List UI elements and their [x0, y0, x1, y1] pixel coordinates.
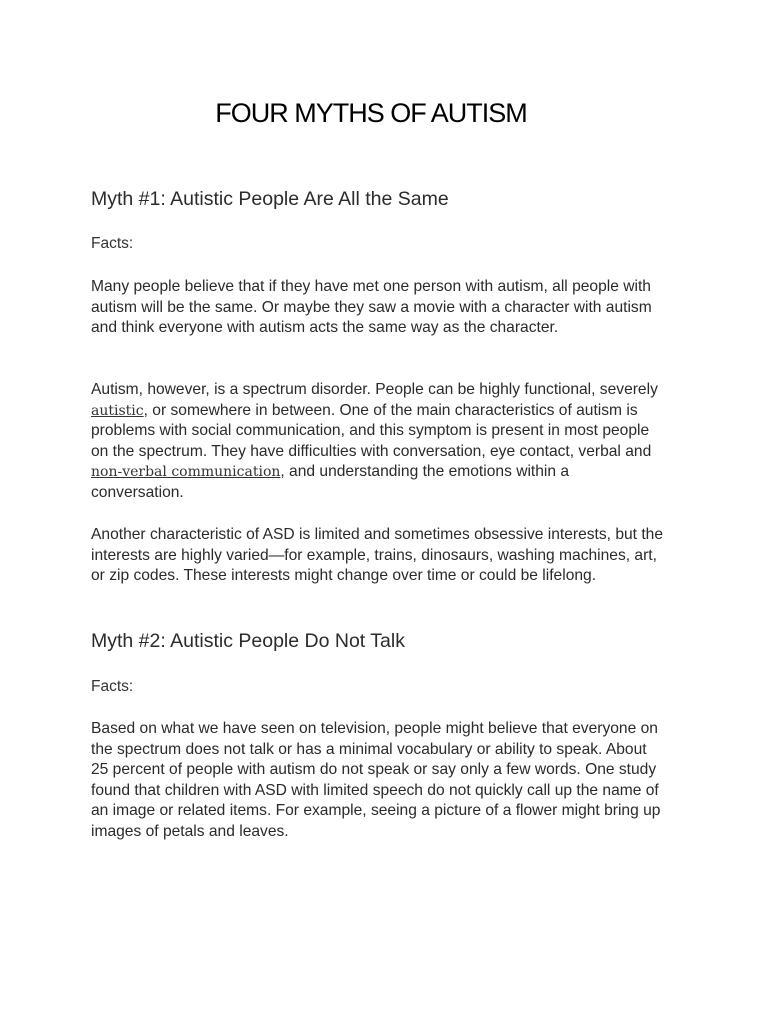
- myth-1-heading: Myth #1: Autistic People Are All the Same: [91, 188, 449, 210]
- myth-1-facts-label: Facts:: [91, 235, 134, 252]
- myth-2-paragraph-1: Based on what we have seen on television, people might believe that everyone on the spectrum does not talk or has a minimal vocabulary or ability to speak. About 25 percent of people with autism do not speak or say only a few words. One study found that children with ASD with limited speech do not quickly call up the name of an image or related items. For example, seeing a picture of a flower might bring up images of petals and leaves.: [91, 720, 661, 840]
- myth-2-facts-label: Facts:: [91, 678, 134, 695]
- myth-1-paragraph-1: Many people believe that if they have met one person with autism, all people with autism will be the same. Or maybe they saw a movie with a character with autism and think everyone with autism acts the same way as the character.: [91, 278, 652, 337]
- myth-1-paragraph-3: Another characteristic of ASD is limited and sometimes obsessive interests, but the interests are highly varied—for example, trains, dinosaurs, washing machines, art, or zip codes. These interests might change over time or could be lifelong.: [91, 526, 664, 585]
- myth-1-paragraph-2-text-a: Autism, however, is a spectrum disorder. People can be highly functional, severely: [91, 381, 658, 398]
- myth-1-paragraph-2-text-b: , or somewhere in between. One of the main characteristics of autism is problems with social communication, and this symptom is present in most people on the spectrum. They have difficulties with conversation, eye contact, verbal and: [91, 401, 652, 460]
- myth-2-heading: Myth #2: Autistic People Do Not Talk: [91, 630, 405, 652]
- myth-1-paragraph-2: [91, 380, 666, 504]
- document-title: FOUR MYTHS OF AUTISM: [215, 98, 527, 128]
- myth-1-paragraph-2-text-c: , and understanding the emotions within a conversation.: [91, 463, 570, 501]
- autistic-link[interactable]: autistic: [91, 402, 144, 419]
- non-verbal-communication-link[interactable]: non-verbal communication: [91, 464, 281, 481]
